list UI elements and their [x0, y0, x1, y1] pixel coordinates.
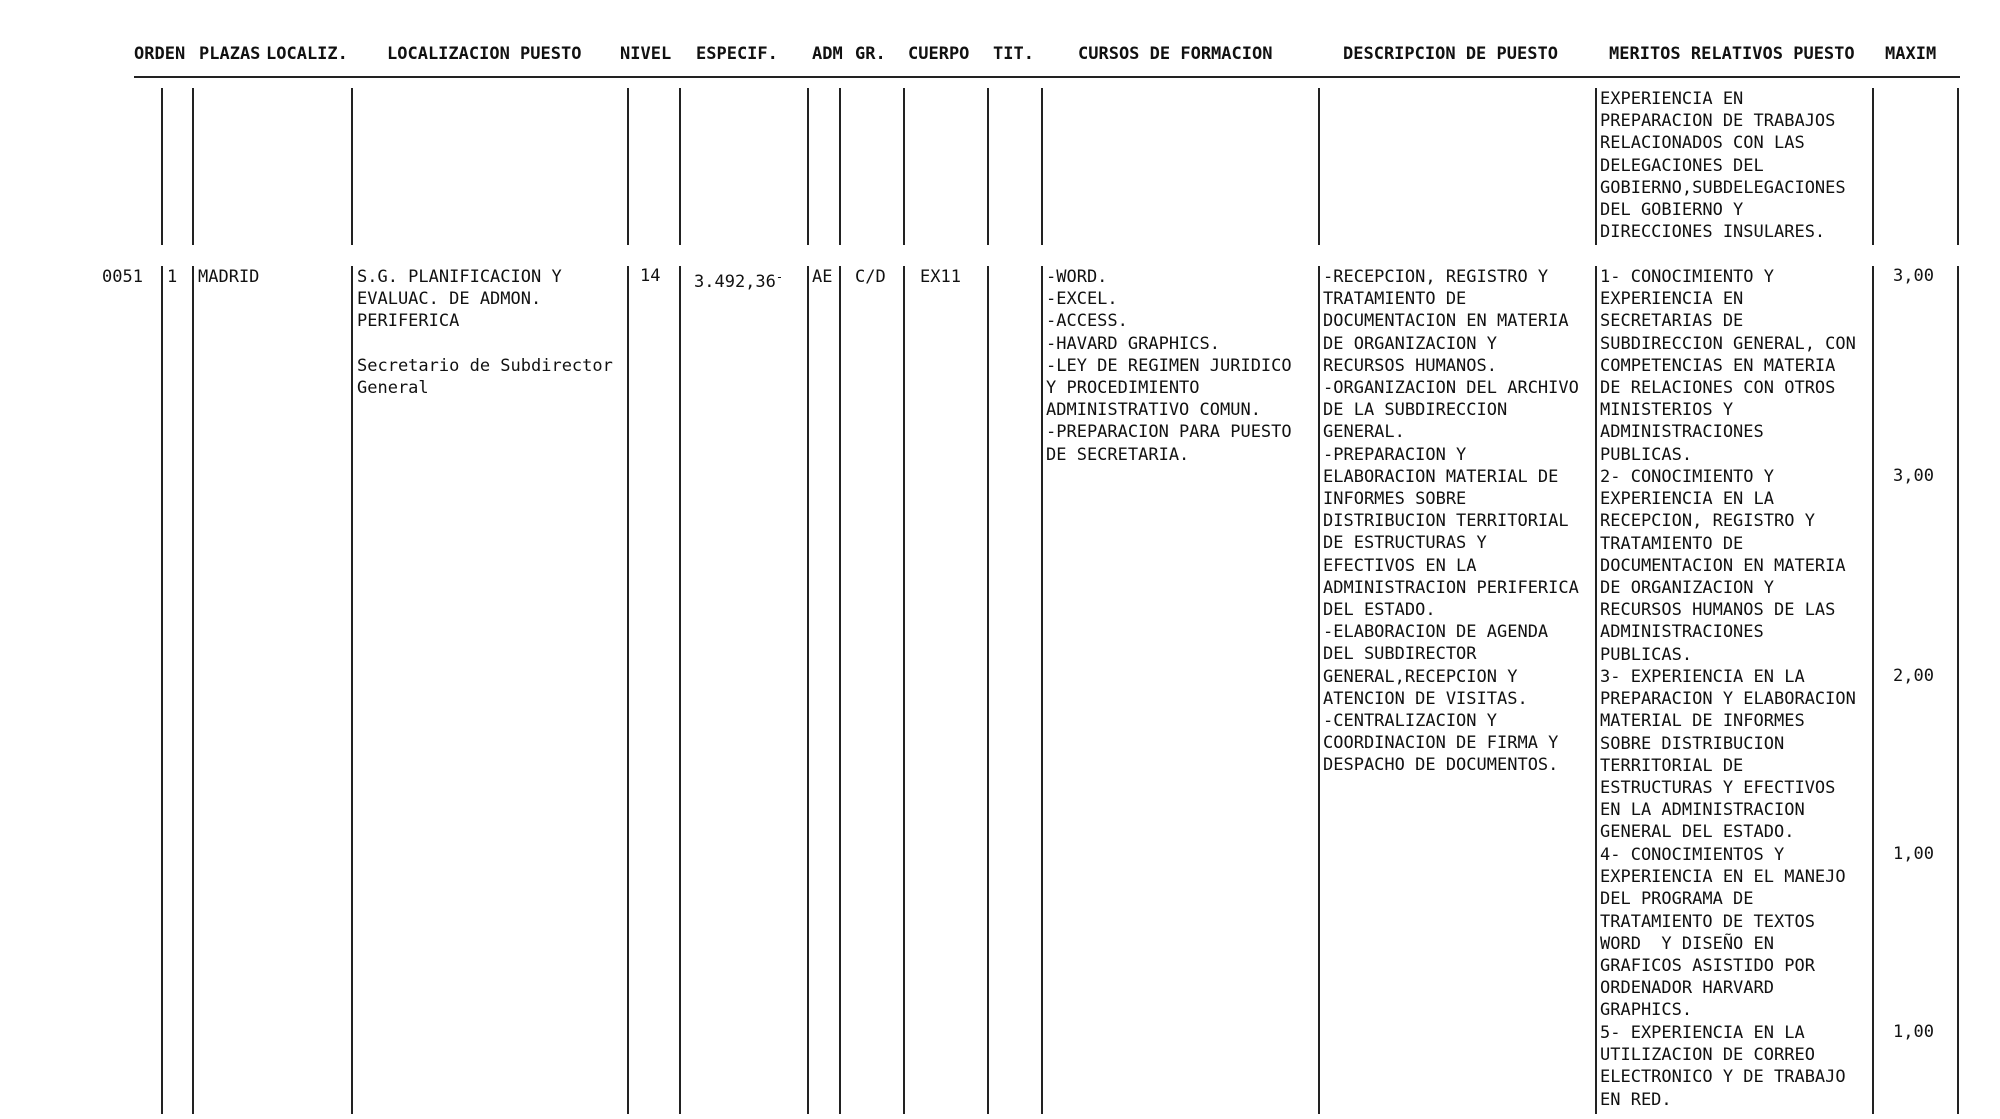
header-plazas: PLAZAS: [199, 44, 261, 64]
cell-localizacion-puesto: S.G. PLANIFICACION Y EVALUAC. DE ADMON. PERIFERICA Secretario de Subdirector General: [357, 267, 613, 399]
column-divider: [1957, 266, 1959, 1114]
column-divider: [807, 88, 809, 245]
header-localizacion-puesto: LOCALIZACION PUESTO: [387, 44, 582, 64]
header-gr: GR.: [855, 44, 886, 64]
column-divider: [987, 88, 989, 245]
column-divider: [627, 266, 629, 1114]
especif-marker: -: [775, 270, 784, 284]
column-divider: [1872, 88, 1874, 245]
column-divider: [839, 266, 841, 1114]
cell-cuerpo: EX11: [920, 267, 961, 287]
merit-item: 2- CONOCIMIENTO Y EXPERIENCIA EN LA RECEPCION, REGISTRO Y TRATAMIENTO DE DOCUMENTACION EN MATERIA DE ORGANIZACION Y RECURSOS HUMANOS DE LAS ADMINISTRACIONES PUBLICAS.: [1600, 467, 1846, 665]
column-divider: [839, 88, 841, 245]
especif-value: 3.492,36: [694, 272, 776, 292]
header-meritos: MERITOS RELATIVOS PUESTO: [1609, 44, 1855, 64]
merit-item: 3- EXPERIENCIA EN LA PREPARACION Y ELABORACION MATERIAL DE INFORMES SOBRE DISTRIBUCION TERRITORIAL DE ESTRUCTURAS Y EFECTIVOS EN LA ADMINISTRACION GENERAL DEL ESTADO.: [1600, 667, 1856, 843]
header-descripcion: DESCRIPCION DE PUESTO: [1343, 44, 1558, 64]
column-divider: [1872, 266, 1874, 1114]
header-tit: TIT.: [993, 44, 1034, 64]
merit-item: 1- CONOCIMIENTO Y EXPERIENCIA EN SECRETARIAS DE SUBDIRECCION GENERAL, CON COMPETENCIAS EN MATERIA DE RELACIONES CON OTROS MINISTERIOS Y ADMINISTRACIONES PUBLICAS.: [1600, 267, 1856, 465]
continued-merit-text: EXPERIENCIA EN PREPARACION DE TRABAJOS RELACIONADOS CON LAS DELEGACIONES DEL GOBIERNO,SUBDELEGACIONES DEL GOBIERNO Y DIRECCIONES INSULARES.: [1600, 89, 1846, 243]
column-divider: [1957, 88, 1959, 245]
column-divider: [1595, 88, 1597, 245]
cell-nivel: 14: [640, 266, 661, 286]
merit-item: 4- CONOCIMIENTOS Y EXPERIENCIA EN EL MANEJO DEL PROGRAMA DE TRATAMIENTO DE TEXTOS WORD Y DISEÑO EN GRAFICOS ASISTIDO POR ORDENADOR HARVARD GRAPHICS.: [1600, 845, 1846, 1021]
merit-max: 3,00: [1893, 266, 1934, 286]
column-divider: [161, 88, 163, 245]
column-divider: [679, 266, 681, 1114]
header-localiz: LOCALIZ.: [266, 44, 348, 64]
header-especif: ESPECIF.: [696, 44, 778, 64]
column-divider: [161, 266, 163, 1114]
merit-max: 1,00: [1893, 844, 1934, 864]
cell-cursos: -WORD. -EXCEL. -ACCESS. -HAVARD GRAPHICS. -LEY DE REGIMEN JURIDICO Y PROCEDIMIENTO ADMINISTRATIVO COMUN. -PREPARACION PARA PUESTO DE SECRETARIA.: [1046, 267, 1292, 465]
column-divider: [192, 266, 194, 1114]
header-orden: ORDEN: [134, 44, 186, 64]
cell-grupo: C/D: [855, 267, 886, 287]
column-divider: [351, 88, 353, 245]
cell-plazas: 1: [167, 267, 178, 287]
merit-max: 3,00: [1893, 466, 1934, 486]
column-divider: [1318, 266, 1320, 1114]
header-rule: [134, 76, 1960, 78]
column-divider: [903, 88, 905, 245]
column-divider: [807, 266, 809, 1114]
merit-item: 5- EXPERIENCIA EN LA UTILIZACION DE CORREO ELECTRONICO Y DE TRABAJO EN RED.: [1600, 1023, 1846, 1110]
merit-max: 2,00: [1893, 666, 1934, 686]
column-divider: [1318, 88, 1320, 245]
header-maxim: MAXIM: [1885, 44, 1937, 64]
column-divider: [1595, 266, 1597, 1114]
column-divider: [1041, 88, 1043, 245]
cell-especif: [694, 266, 783, 293]
column-divider: [1041, 266, 1043, 1114]
header-cursos: CURSOS DE FORMACION: [1078, 44, 1273, 64]
cell-orden: 0051: [102, 267, 143, 287]
cell-localidad: MADRID: [198, 267, 260, 287]
merit-max: 1,00: [1893, 1022, 1934, 1042]
cell-adm: AE: [812, 267, 833, 287]
header-adm: ADM: [812, 44, 843, 64]
column-divider: [351, 266, 353, 1114]
column-divider: [679, 88, 681, 245]
column-divider: [987, 266, 989, 1114]
column-divider: [903, 266, 905, 1114]
header-nivel: NIVEL: [620, 44, 672, 64]
header-cuerpo: CUERPO: [908, 44, 970, 64]
cell-descripcion: -RECEPCION, REGISTRO Y TRATAMIENTO DE DOCUMENTACION EN MATERIA DE ORGANIZACION Y RECURSOS HUMANOS. -ORGANIZACION DEL ARCHIVO DE LA SUBDIRECCION GENERAL. -PREPARACION Y ELABORACION MATERIAL DE INFORMES SOBRE DISTRIBUCION TERRITORIAL DE ESTRUCTURAS Y EFECTIVOS EN LA ADMINISTRACION PERIFERICA DEL ESTADO. -ELABORACION DE AGENDA DEL SUBDIRECTOR GENERAL,RECEPCION Y ATENCION DE VISITAS. -CENTRALIZACION Y COORDINACION DE FIRMA Y DESPACHO DE DOCUMENTOS.: [1323, 267, 1579, 776]
column-divider: [627, 88, 629, 245]
column-divider: [192, 88, 194, 245]
